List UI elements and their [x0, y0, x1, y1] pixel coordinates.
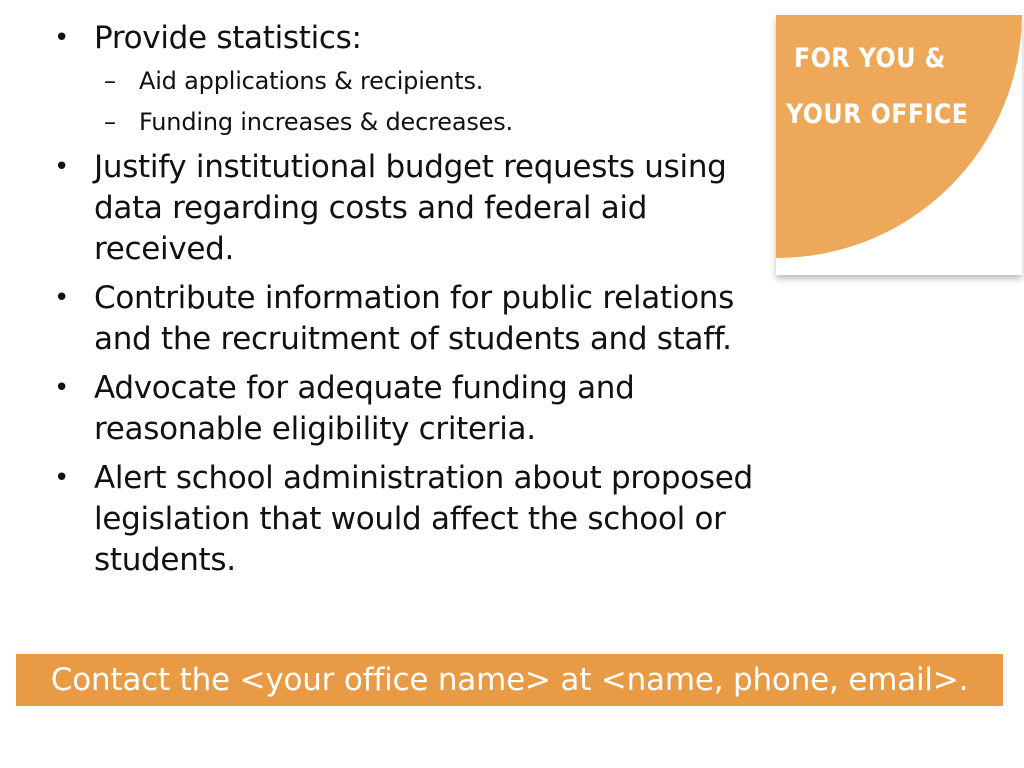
bullet-item-advocate	[50, 368, 780, 450]
bullet-dot: •	[54, 23, 70, 53]
badge-line-1: FOR YOU &	[794, 43, 946, 74]
bullet-dot: •	[54, 463, 70, 493]
bullet-item-statistics	[50, 18, 780, 143]
contact-banner	[16, 654, 1003, 706]
bullet-item-legislation	[50, 458, 780, 581]
for-you-badge	[776, 15, 1022, 275]
bullet-dot: •	[54, 373, 70, 403]
bullet-dot: •	[54, 152, 70, 182]
bullet-text: Provide statistics:	[94, 20, 362, 56]
sub-bullet-text: Funding increases & decreases.	[139, 108, 513, 136]
badge-line-2: YOUR OFFICE	[786, 99, 969, 130]
bullet-text: Justify institutional budget requests using data regarding costs and federal aid received.	[94, 149, 727, 267]
sub-bullet-dash: –	[104, 67, 116, 95]
bullet-dot: •	[54, 283, 70, 313]
contact-text: Contact the <your office name> at <name, phone, email>.	[50, 662, 969, 698]
sub-bullet-text: Aid applications & recipients.	[139, 67, 484, 95]
sub-bullet-list	[94, 61, 780, 143]
sub-bullet-dash: –	[104, 108, 116, 136]
bullet-text: Advocate for adequate funding and reasonable eligibility criteria.	[94, 370, 635, 447]
sub-bullet-item	[94, 61, 780, 102]
bullet-text: Contribute information for public relations and the recruitment of students and staff.	[94, 280, 734, 357]
bullet-item-budget	[50, 147, 780, 270]
sub-bullet-item	[94, 102, 780, 143]
bullet-item-public-relations	[50, 278, 780, 360]
bullet-text: Alert school administration about proposed legislation that would affect the school or students.	[94, 460, 753, 578]
bullet-list	[50, 18, 780, 589]
